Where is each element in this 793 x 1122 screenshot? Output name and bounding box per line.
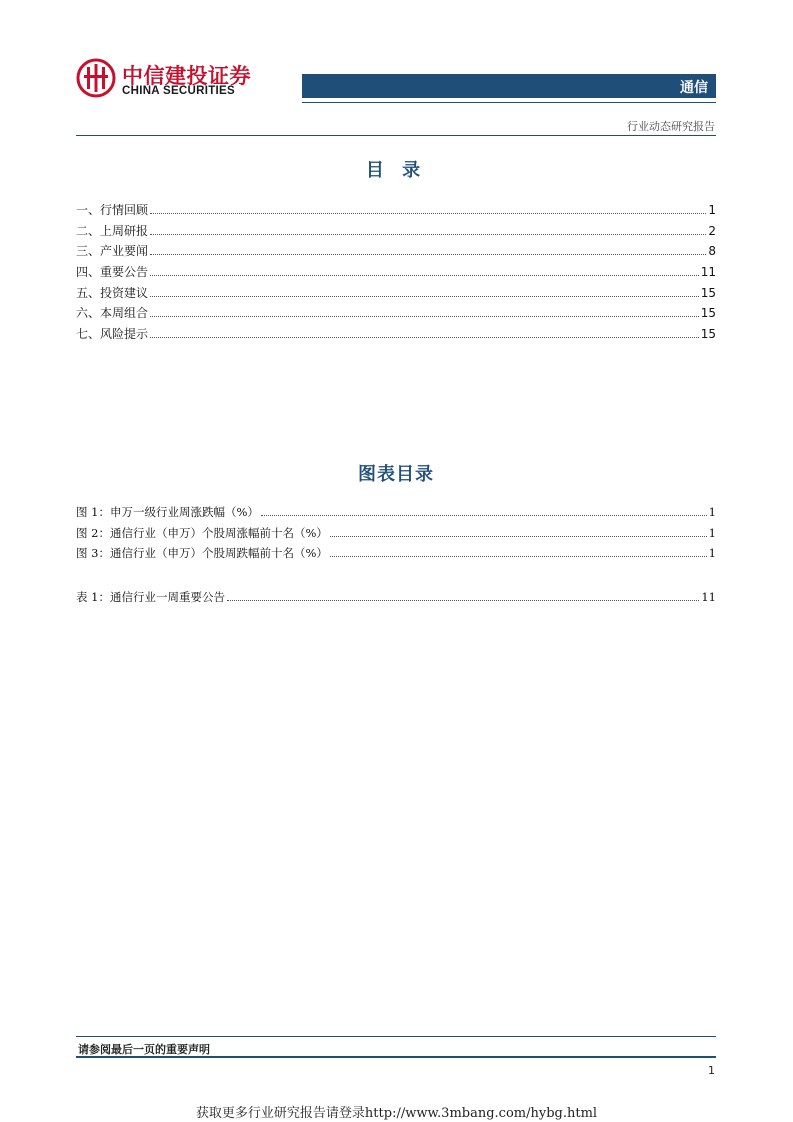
- industry-banner: [302, 74, 716, 98]
- dot-leader: [227, 600, 699, 601]
- figure-entry-label: 图 1：申万一级行业周涨跌幅（%）: [76, 505, 259, 519]
- figure-index-list: [76, 504, 716, 566]
- toc-entry[interactable]: [76, 201, 716, 222]
- promo-link[interactable]: 获取更多行业研究报告请登录http://www.3mbang.com/hybg.html: [195, 1106, 598, 1121]
- header-rule: [76, 135, 716, 136]
- toc-entry-page: 15: [700, 327, 716, 342]
- disclaimer-note: 请参阅最后一页的重要声明: [78, 1043, 210, 1056]
- table-entry-page: 11: [701, 590, 716, 604]
- report-type: 行业动态研究报告: [627, 120, 715, 133]
- dot-leader: [330, 536, 707, 537]
- logo-chinese-name: 中信建投证券: [122, 64, 251, 88]
- toc-entry-label: 三、产业要闻: [76, 244, 149, 259]
- toc-entry-label: 七、风险提示: [76, 327, 149, 342]
- dot-leader: [261, 515, 707, 516]
- toc-list: [76, 201, 716, 346]
- toc-entry[interactable]: [76, 284, 716, 305]
- dot-leader: [150, 234, 706, 235]
- dot-leader: [150, 254, 706, 255]
- toc-entry-page: 15: [700, 285, 716, 300]
- toc-entry-page: 8: [708, 244, 716, 259]
- figure-entry-page: 1: [708, 525, 716, 540]
- page-number: 1: [708, 1064, 715, 1077]
- figure-index-title: 图表目录: [358, 464, 434, 485]
- toc-entry-page: 15: [700, 306, 716, 321]
- table-entry-label: 表 1：通信行业一周重要公告: [76, 590, 225, 604]
- toc-entry-page: 11: [700, 265, 716, 280]
- toc-entry-label: 六、本周组合: [76, 306, 149, 321]
- figure-entry-label: 图 3：通信行业（申万）个股周跌幅前十名（%）: [76, 546, 328, 561]
- dot-leader: [150, 213, 706, 214]
- toc-entry-page: 2: [708, 223, 716, 238]
- footer-rule-top: [76, 1036, 716, 1037]
- logo-emblem-icon: [76, 58, 116, 98]
- toc-entry-label: 二、上周研报: [76, 223, 149, 238]
- dot-leader: [150, 316, 699, 317]
- table-entry[interactable]: [76, 589, 716, 610]
- toc-title: 目 录: [365, 160, 427, 181]
- figure-entry[interactable]: [76, 525, 716, 546]
- header-divider: [302, 102, 716, 103]
- figure-entry[interactable]: [76, 504, 716, 525]
- toc-entry[interactable]: [76, 242, 716, 263]
- table-index-list: [76, 589, 716, 610]
- logo-english-name: CHINA SECURITIES: [122, 85, 235, 97]
- toc-entry[interactable]: [76, 304, 716, 325]
- toc-entry[interactable]: [76, 263, 716, 284]
- toc-entry[interactable]: [76, 222, 716, 243]
- figure-entry-page: 1: [708, 546, 716, 561]
- footer-rule-bottom: [76, 1056, 716, 1058]
- toc-entry-page: 1: [708, 203, 716, 217]
- dot-leader: [150, 275, 699, 276]
- dot-leader: [150, 296, 699, 297]
- toc-entry[interactable]: [76, 325, 716, 346]
- company-logo: [76, 58, 256, 102]
- industry-label: 通信: [680, 80, 708, 96]
- toc-entry-label: 一、行情回顾: [76, 203, 149, 217]
- figure-entry-label: 图 2：通信行业（申万）个股周涨幅前十名（%）: [76, 525, 328, 540]
- dot-leader: [330, 556, 707, 557]
- toc-entry-label: 五、投资建议: [76, 285, 149, 300]
- dot-leader: [150, 337, 699, 338]
- figure-entry-page: 1: [708, 505, 716, 519]
- toc-entry-label: 四、重要公告: [76, 265, 149, 280]
- figure-entry[interactable]: [76, 545, 716, 566]
